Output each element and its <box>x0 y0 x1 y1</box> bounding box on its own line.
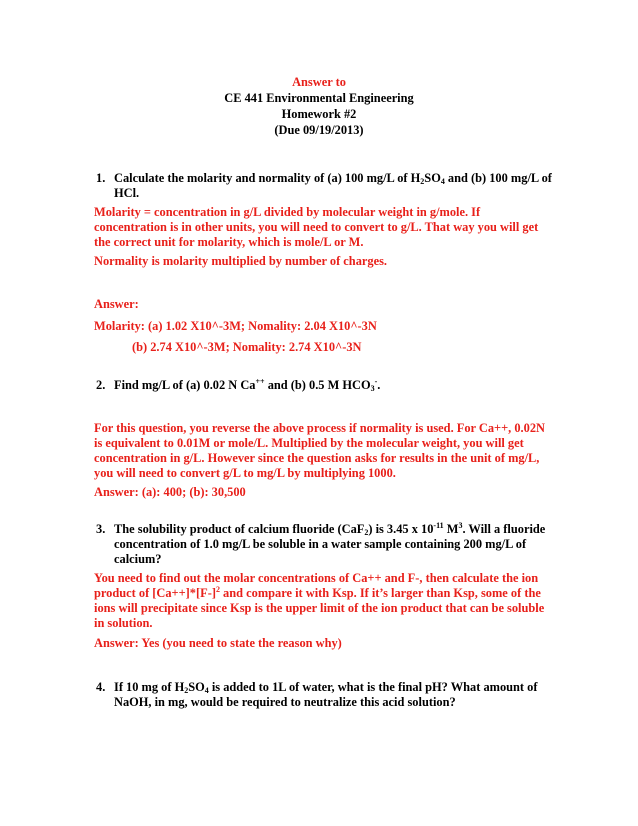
question-text: ) is 3.45 x 10 <box>368 522 434 536</box>
question-text: M <box>443 522 459 536</box>
question-text: . Will a fluoride concentration of 1.0 mg/L be soluble in a water sample containing 200 mg/L of calcium? <box>114 522 546 566</box>
question-3 <box>96 521 554 567</box>
subscript: 2 <box>420 177 425 186</box>
question-4 <box>96 680 554 710</box>
question-number: 3. <box>96 522 106 536</box>
question-number: 4. <box>96 680 106 694</box>
question-text: SO <box>424 171 441 185</box>
answer-label-1: Answer: <box>94 297 139 311</box>
question-number: 2. <box>96 378 106 392</box>
question-text: is added to 1L of water, what is the final pH? What amount of NaOH, in mg, would be required to neutralize this acid solution? <box>114 680 538 709</box>
subscript: 3 <box>370 384 375 393</box>
title-due-date: (Due 09/19/2013) <box>274 123 364 137</box>
explanation-1-normality: Normality is molarity multiplied by number of charges. <box>94 254 388 268</box>
question-text: . <box>377 378 381 392</box>
explanation-3 <box>94 571 554 631</box>
superscript: ++ <box>255 377 265 386</box>
question-number: 1. <box>96 171 106 185</box>
superscript: - <box>374 377 378 386</box>
question-text: SO <box>188 680 205 694</box>
explanation-1: Molarity = concentration in g/L divided by molecular weight in g/mole. If concentration is in other units, you will need to convert to g/L. That way you will get the correct unit for molarity, which is mole/L or M. <box>94 205 539 249</box>
question-2 <box>96 377 554 393</box>
question-text: Calculate the molarity and normality of (a) 100 mg/L of H <box>114 171 421 185</box>
subscript: 4 <box>204 686 209 695</box>
answer-1a: Molarity: (a) 1.02 X10^-3M; Nomality: 2.04 X10^-3N <box>94 319 377 333</box>
superscript: 3 <box>458 521 463 530</box>
answer-2: Answer: (a): 400; (b): 30,500 <box>94 485 246 499</box>
explanation-2: For this question, you reverse the above process if normality is used. For Ca++, 0.02N is equivalent to 0.01M or mole/L. Multiplied by the molecular weight, you will get concentration in g/L. However since the question asks for results in the unit of mg/L, you will need to convert g/L to mg/L by multiplying 1000. <box>94 421 545 480</box>
answer-3: Answer: Yes (you need to state the reason why) <box>94 636 342 650</box>
explanation-text: You need to find out the molar concentrations of Ca++ and F-, then calculate the ion product of [Ca++]*[F-] <box>94 571 539 600</box>
title-course: CE 441 Environmental Engineering <box>224 91 414 105</box>
superscript: 2 <box>215 585 220 594</box>
title-answer-to: Answer to <box>292 75 346 89</box>
answer-1b: (b) 2.74 X10^-3M; Nomality: 2.74 X10^-3N <box>132 340 362 354</box>
subscript: 2 <box>364 528 369 537</box>
question-1 <box>96 171 554 201</box>
title-homework: Homework #2 <box>281 107 357 121</box>
question-text: and (b) 100 mg/L of HCl. <box>114 171 552 200</box>
subscript: 4 <box>440 177 445 186</box>
superscript: -11 <box>433 521 444 530</box>
question-text: and (b) 0.5 M HCO <box>264 378 371 392</box>
question-text: If 10 mg of H <box>114 680 185 694</box>
question-text: The solubility product of calcium fluoride (CaF <box>114 522 365 536</box>
subscript: 2 <box>184 686 189 695</box>
question-text: Find mg/L of (a) 0.02 N Ca <box>114 378 256 392</box>
explanation-text: and compare it with Ksp. If it’s larger than Ksp, some of the ions will precipitate since Ksp is the upper limit of the ion product that can be soluble in solution. <box>94 586 545 630</box>
